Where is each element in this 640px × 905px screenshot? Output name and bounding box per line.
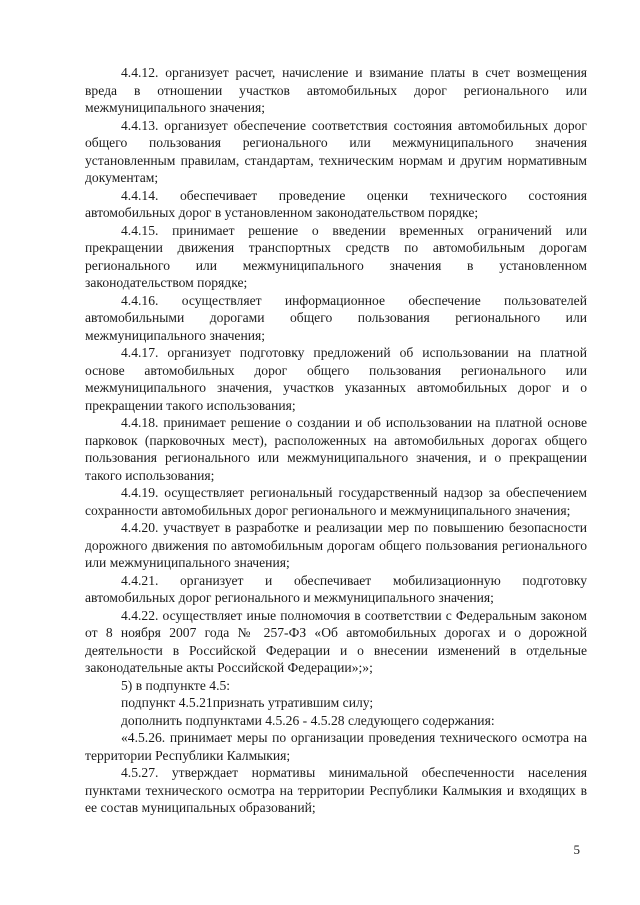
paragraph-4-4-14: 4.4.14. обеспечивает проведение оценки технического состояния автомобильных дорог в установленном законодательством порядке;: [85, 187, 587, 220]
paragraph-add-subitems: дополнить подпунктами 4.5.26 - 4.5.28 следующего содержания:: [121, 712, 495, 728]
paragraph-repeal-4-5-21: подпункт 4.5.21признать утратившим силу;: [121, 695, 374, 710]
paragraph-4-4-22: 4.4.22. осуществляет иные полномочия в соответствии с Федеральным законом от 8 ноября 2007 года № 257-ФЗ «Об автомобильных дорогах и о дорожной деятельности в Российской Федерации и о внесении изменений в отдельные законодательные акты Российской Федерации»;»;: [85, 607, 587, 675]
paragraph-4-4-13: 4.4.13. организует обеспечение соответствия состояния автомобильных дорог общего пользования регионального или межмуниципального значения установленным правилам, стандартам, техническим нормам и другим нормативным документам;: [85, 117, 587, 185]
paragraph-item-5: 5) в подпункте 4.5:: [121, 677, 231, 693]
paragraph-4-5-27: 4.5.27. утверждает нормативы минимальной обеспеченности населения пунктами технического осмотра на территории Республики Калмыкия и входящих в ее состав муниципальных образований;: [85, 765, 587, 815]
paragraph-4-4-18: 4.4.18. принимает решение о создании и об использовании на платной основе парковок (парковочных мест), расположенных на автомобильных дорогах общего пользования регионального или межмуниципального значения, и о прекращении такого использования;: [85, 415, 587, 483]
paragraph-4-4-15: 4.4.15. принимает решение о введении временных ограничений или прекращении движения транспортных средств по автомобильным дорогам регионального или межмуниципального значения в установленном законодательством порядке;: [85, 222, 587, 290]
paragraph-4-4-19: 4.4.19. осуществляет региональный государственный надзор за обеспечением сохранности автомобильных дорог регионального и межмуниципального значения;: [85, 485, 587, 518]
paragraph-4-4-16: 4.4.16. осуществляет информационное обеспечение пользователей автомобильными дорогами общего пользования регионального или межмуниципального значения;: [85, 292, 587, 343]
paragraph-4-5-26: «4.5.26. принимает меры по организации проведения технического осмотра на территории Республики Калмыкия;: [85, 730, 587, 763]
paragraph-4-4-12: 4.4.12. организует расчет, начисление и взимание платы в счет возмещения вреда в отношении участков автомобильных дорог регионального или межмуниципального значения;: [85, 65, 587, 115]
paragraph-4-4-21: 4.4.21. организует и обеспечивает мобилизационную подготовку автомобильных дорог регионального и межмуниципального значения;: [85, 572, 587, 605]
paragraph-4-4-17: 4.4.17. организует подготовку предложений об использовании на платной основе автомобильных дорог общего пользования регионального или межмуниципального значения, участков указанных автомобильных дорог и о прекращении такого использования;: [85, 345, 587, 413]
page-number: 5: [573, 842, 580, 857]
paragraph-4-4-20: 4.4.20. участвует в разработке и реализации мер по повышению безопасности дорожного движения по автомобильным дорогам общего пользования регионального или межмуниципального значения;: [85, 520, 587, 570]
document-body: [85, 64, 587, 817]
